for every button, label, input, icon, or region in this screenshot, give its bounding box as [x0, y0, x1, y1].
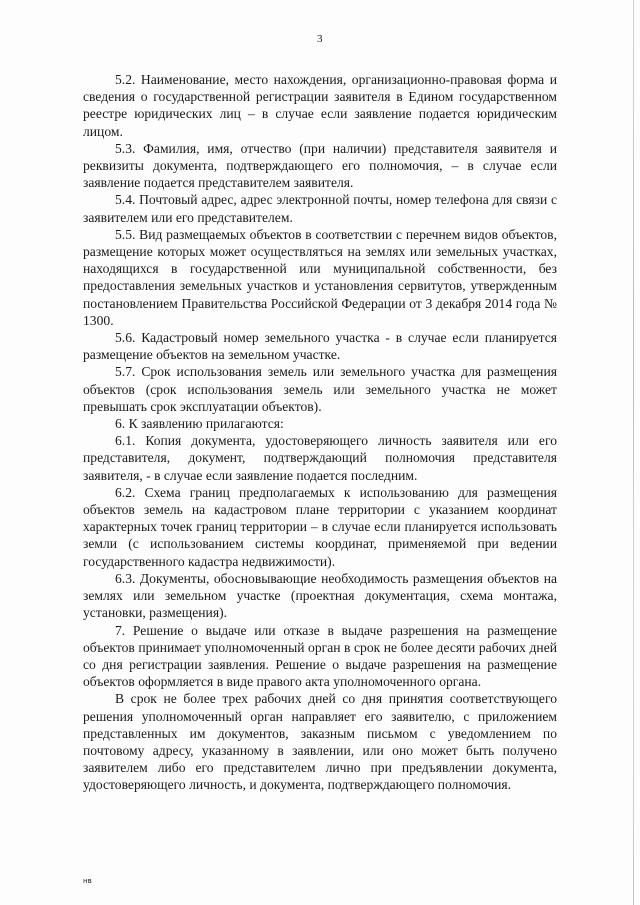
paragraph-6-1: 6.1. Копия документа, удостоверяющего личность заявителя или его представителя, документ, подтверждающий полномочия представителя заявителя, - в случае если заявление подается последним. — [83, 433, 557, 483]
paragraph-6-3: 6.3. Документы, обосновывающие необходимость размещения объектов на землях или земельном участке (проектная документация, схема монтажа, установки, размещения). — [83, 570, 557, 621]
paragraph-6: 6. К заявлению прилагаются: — [115, 416, 284, 432]
paragraph-5-4: 5.4. Почтовый адрес, адрес электронной почты, номер телефона для связи с заявителем или его представителем. — [83, 192, 557, 225]
document-body — [83, 71, 557, 794]
paragraph-5-3: 5.3. Фамилия, имя, отчество (при наличии) представителя заявителя и реквизиты документа, подтверждающего его полномочия, – в случае если заявление подается представителем заявителя. — [83, 140, 557, 191]
paragraph-5-7: 5.7. Срок использования земель или земельного участка для размещения объектов (срок использования земель или земельного участка не может превышать срок эксплуатации объектов). — [83, 364, 557, 414]
paragraph-7: 7. Решение о выдаче или отказе в выдаче разрешения на размещение объектов принимает уполномоченный орган в срок не более десяти рабочих дней со дня регистрации заявления. Решение о выдаче разрешения на размещение объектов оформляется в виде правого акта уполномоченного органа. — [83, 622, 557, 690]
paragraph-5-2: 5.2. Наименование, место нахождения, организационно-правовая форма и сведения о государственной регистрации заявителя в Едином государственном реестре юридических лиц – в случае если заявление подается юридическим лицом. — [83, 72, 557, 139]
paragraph-5-5: 5.5. Вид размещаемых объектов в соответствии с перечнем видов объектов, размещение которых может осуществляться на землях или земельных участках, находящихся в государственной или муниципальной собственности, без предоставления земельных участков и установления сервитутов, утвержденным постановлением Правительства Российской Федерации от 3 декабря 2014 года № 1300. — [83, 226, 557, 328]
page-number: 3 — [317, 33, 323, 45]
paragraph-5-6: 5.6. Кадастровый номер земельного участка - в случае если планируется размещение объектов на земельном участке. — [83, 330, 557, 363]
footer-initials: нв — [83, 877, 92, 885]
paragraph-7-delivery: В срок не более трех рабочих дней со дня принятия соответствующего решения уполномоченный орган направляет его заявителю, с приложением представленных им документов, заказным письмом с уведомлением по почтовому адресу, указанному в заявлении, или оно может быть получено заявителем либо его представителем лично при предъявлении документа, удостоверяющего личность, и документа, подтверждающего полномочия. — [83, 691, 557, 793]
scan-edge — [633, 0, 634, 905]
paragraph-6-2: 6.2. Схема границ предполагаемых к использованию для размещения объектов земель на кадастровом плане территории с указанием координат характерных точек границ территории – в случае если планируется использовать земли (с использованием системы координат, применяемой при ведении государственного кадастра недвижимости). — [83, 484, 557, 569]
